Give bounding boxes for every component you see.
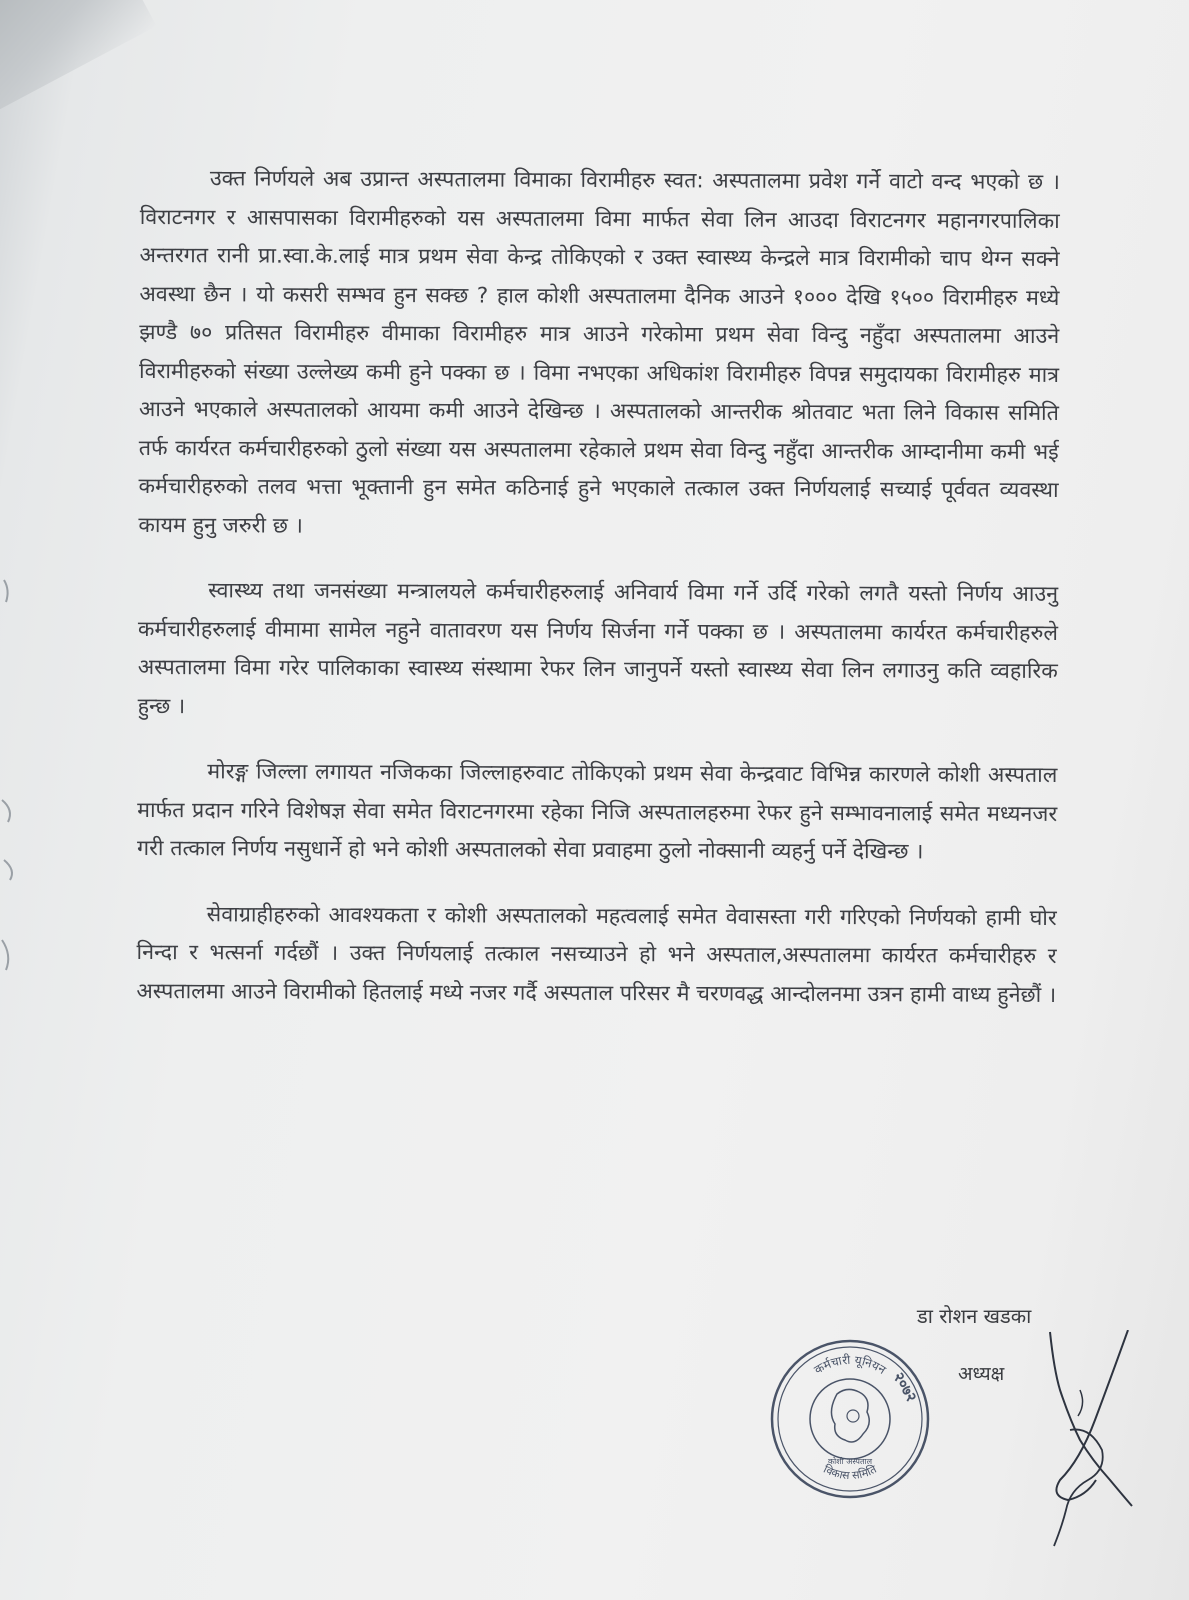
seal-top-text: कर्मचारी यूनियन xyxy=(811,1352,889,1378)
signatory-title: अध्यक्ष xyxy=(958,1363,1005,1385)
organization-seal xyxy=(767,1336,933,1502)
paragraph-1: उक्त निर्णयले अब उप्रान्त अस्पतालमा विमाका विरामीहरु स्वत: अस्पतालमा प्रवेश गर्ने वाटो वन्द भएको छ । विराटनगर र आसपासका विरामीहरुको यस अस्पतालमा विमा मार्फत सेवा लिन आउदा विराटनगर महानगरपालिका अन्तरगत रानी प्रा.स्वा.के.लाई मात्र प्रथम सेवा केन्द्र तोकिएको र उक्त स्वास्थ्य केन्द्रले मात्र विरामीको चाप थेग्न सक्ने अवस्था छैन । यो कसरी सम्भव हुन सक्छ ? हाल कोशी अस्पतालमा दैनिक आउने १००० देखि १५०० विरामीहरु मध्ये झण्डै ७० प्रतिसत विरामीहरु वीमाका विरामीहरु मात्र आउने गरेकोमा प्रथम सेवा विन्दु नहुँदा अस्पतालमा आउने विरामीहरुको संख्या उल्लेख्य कमी हुने पक्का छ । विमा नभएका अधिकांश विरामीहरु विपन्न समुदायका विरामीहरु मात्र आउने भएकाले अस्पतालको आयमा कमी आउने देखिन्छ । अस्पतालको आन्तरीक श्रोतवाट भता लिने विकास समिति तर्फ कार्यरत कर्मचारीहरुको ठुलो संख्या यस अस्पतालमा रहेकाले प्रथम सेवा विन्दु नहुँदा आन्तरीक आम्दानीमा कमी भई कर्मचारीहरुको तलव भत्ता भूक्तानी हुन समेत कठिनाई हुने भएकाले तत्काल उक्त निर्णयलाई सच्याई पूर्ववत व्यवस्था कायम हुनु जरुरी छ । xyxy=(138,166,1060,539)
signatory-name: डा रोशन खडका xyxy=(917,1304,1032,1328)
svg-text:कर्मचारी यूनियन xyxy=(812,1353,889,1377)
seal-map-emblem xyxy=(831,1389,869,1442)
paragraph-2: स्वास्थ्य तथा जनसंख्या मन्त्रालयले कर्मचारीहरुलाई अनिवार्य विमा गर्ने उर्दि गरेको लगतै यस्तो निर्णय आउनु कर्मचारीहरुलाई वीमामा सामेल नहुने वातावरण यस निर्णय सिर्जना गर्ने पक्का छ । अस्पतालमा कार्यरत कर्मचारीहरुले अस्पतालमा विमा गरेर पालिकाका स्वास्थ्य संस्थामा रेफर लिन जानुपर्ने यस्तो स्वास्थ्य सेवा लिन लगाउनु कति व्वहारिक हुन्छ । xyxy=(137,578,1059,719)
folded-page-corner xyxy=(0,0,156,120)
seal-inner-text: कोशी अस्पताल xyxy=(827,1457,873,1466)
paragraph-4: सेवाग्राहीहरुको आवश्यकता र कोशी अस्पतालको महत्वलाई समेत वेवासस्ता गरी गरिएको निर्णयको हामी घोर निन्दा र भत्सर्ना गर्दछौं । उक्त निर्णयलाई तत्काल नसच्याउने हो भने अस्पताल,अस्पतालमा कार्यरत कर्मचारीहरु र अस्पतालमा आउने विरामीको हितलाई मध्ये नजर गर्दै अस्पताल परिसर मै चरणवद्ध आन्दोलनमा उत्रन हामी वाध्य हुनेछौं । xyxy=(136,901,1057,1008)
seal-year: २०७२ xyxy=(889,1369,921,1406)
letter-body xyxy=(136,160,1060,1042)
handwritten-signature xyxy=(1040,1330,1140,1550)
left-edge-marks xyxy=(0,560,30,1020)
paragraph-3: मोरङ्ग जिल्ला लगायत नजिकका जिल्लाहरुवाट तोकिएको प्रथम सेवा केन्द्रवाट विभिन्न कारणले कोशी अस्पताल मार्फत प्रदान गरिने विशेषज्ञ सेवा समेत विराटनगरमा रहेका निजि अस्पतालहरुमा रेफर हुने सम्भावनालाई समेत मध्यनजर गरी तत्काल निर्णय नसुधार्ने हो भने कोशी अस्पतालको सेवा प्रवाहमा ठुलो नोक्सानी व्यहर्नु पर्ने देखिन्छ । xyxy=(136,759,1058,865)
seal-bottom-text: विकास समिति xyxy=(821,1462,879,1483)
